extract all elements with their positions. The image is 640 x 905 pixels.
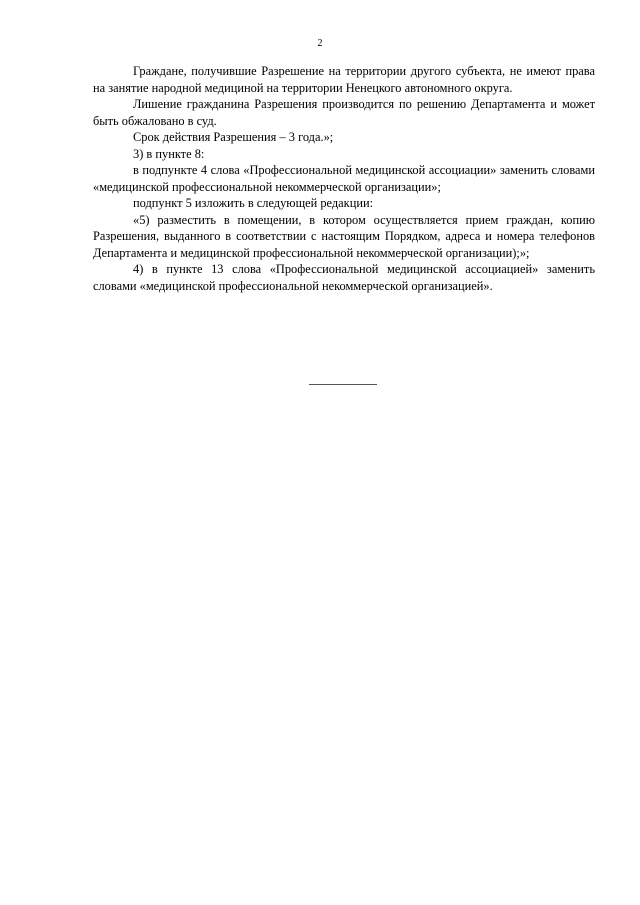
paragraph-validity-term: Срок действия Разрешения – 3 года.»; (133, 130, 334, 144)
page-number: 2 (317, 38, 323, 49)
paragraph-citizens-other-region: Граждане, получившие Разрешение на территории другого субъекта, не имеют права на занятие народной медициной на территории Ненецкого автономного округа. (93, 64, 595, 95)
end-separator-line (309, 384, 377, 385)
paragraph-revocation: Лишение гражданина Разрешения производится по решению Департамента и может быть обжаловано в суд. (93, 97, 595, 128)
paragraph-item-8: 3) в пункте 8: (133, 146, 205, 161)
paragraph-subitem-5-text: «5) разместить в помещении, в котором осуществляется прием граждан, копию Разрешения, выданного в соответствии с настоящим Порядком, адреса и номера телефонов Департамента и медицинской профессиональной некоммерческой организации);»; (93, 212, 595, 260)
paragraph-item-13: 4) в пункте 13 слова «Профессиональной медицинской ассоциацией» заменить словами «медицинской профессиональной некоммерческой организацией». (93, 262, 595, 293)
paragraph-subitem-5-intro: подпункт 5 изложить в следующей редакции: (133, 196, 374, 210)
paragraph-subitem-4: в подпункте 4 слова «Профессиональной медицинской ассоциации» заменить словами «медицинской профессиональной некоммерческой организации»; (93, 163, 595, 194)
document-body (93, 63, 595, 294)
